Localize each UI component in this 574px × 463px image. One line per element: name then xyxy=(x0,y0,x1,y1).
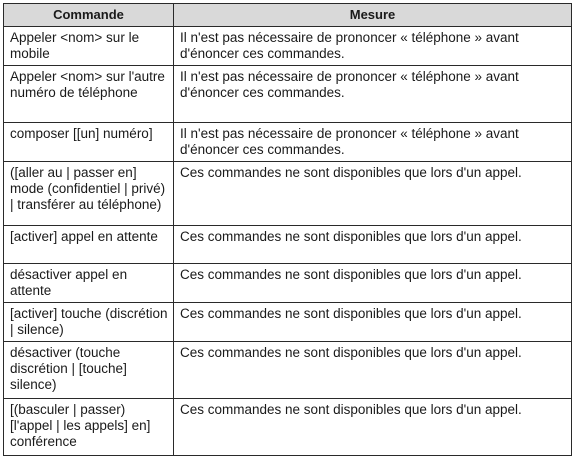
measure-cell: Ces commandes ne sont disponibles que lors d'un appel. xyxy=(174,303,572,342)
measure-cell: Ces commandes ne sont disponibles que lors d'un appel. xyxy=(174,342,572,399)
table-row xyxy=(4,66,572,123)
header-measure: Mesure xyxy=(174,4,572,27)
table-row xyxy=(4,162,572,226)
measure-cell: Ces commandes ne sont disponibles que lors d'un appel. xyxy=(174,226,572,264)
command-cell: composer [[un] numéro] xyxy=(4,123,174,162)
table-row xyxy=(4,123,572,162)
command-cell: [(basculer | passer) [l'appel | les appels] en] conférence xyxy=(4,399,174,456)
table-row xyxy=(4,226,572,264)
voice-commands-table xyxy=(3,3,572,456)
measure-cell: Il n'est pas nécessaire de prononcer « téléphone » avant d'énoncer ces commandes. xyxy=(174,27,572,66)
table-header-row xyxy=(4,4,572,27)
measure-cell: Ces commandes ne sont disponibles que lors d'un appel. xyxy=(174,399,572,456)
command-cell: [activer] touche (discrétion | silence) xyxy=(4,303,174,342)
command-cell: [activer] appel en attente xyxy=(4,226,174,264)
measure-cell: Il n'est pas nécessaire de prononcer « téléphone » avant d'énoncer ces commandes. xyxy=(174,66,572,123)
table-row xyxy=(4,399,572,456)
table-row xyxy=(4,303,572,342)
header-command: Commande xyxy=(4,4,174,27)
table-row xyxy=(4,27,572,66)
measure-cell: Il n'est pas nécessaire de prononcer « téléphone » avant d'énoncer ces commandes. xyxy=(174,123,572,162)
command-cell: ([aller au | passer en] mode (confidentiel | privé) | transférer au téléphone) xyxy=(4,162,174,226)
command-cell: Appeler <nom> sur l'autre numéro de téléphone xyxy=(4,66,174,123)
measure-cell: Ces commandes ne sont disponibles que lors d'un appel. xyxy=(174,264,572,303)
measure-cell: Ces commandes ne sont disponibles que lors d'un appel. xyxy=(174,162,572,226)
table-row xyxy=(4,342,572,399)
command-cell: Appeler <nom> sur le mobile xyxy=(4,27,174,66)
command-cell: désactiver appel en attente xyxy=(4,264,174,303)
table-row xyxy=(4,264,572,303)
command-cell: désactiver (touche discrétion | [touche] silence) xyxy=(4,342,174,399)
